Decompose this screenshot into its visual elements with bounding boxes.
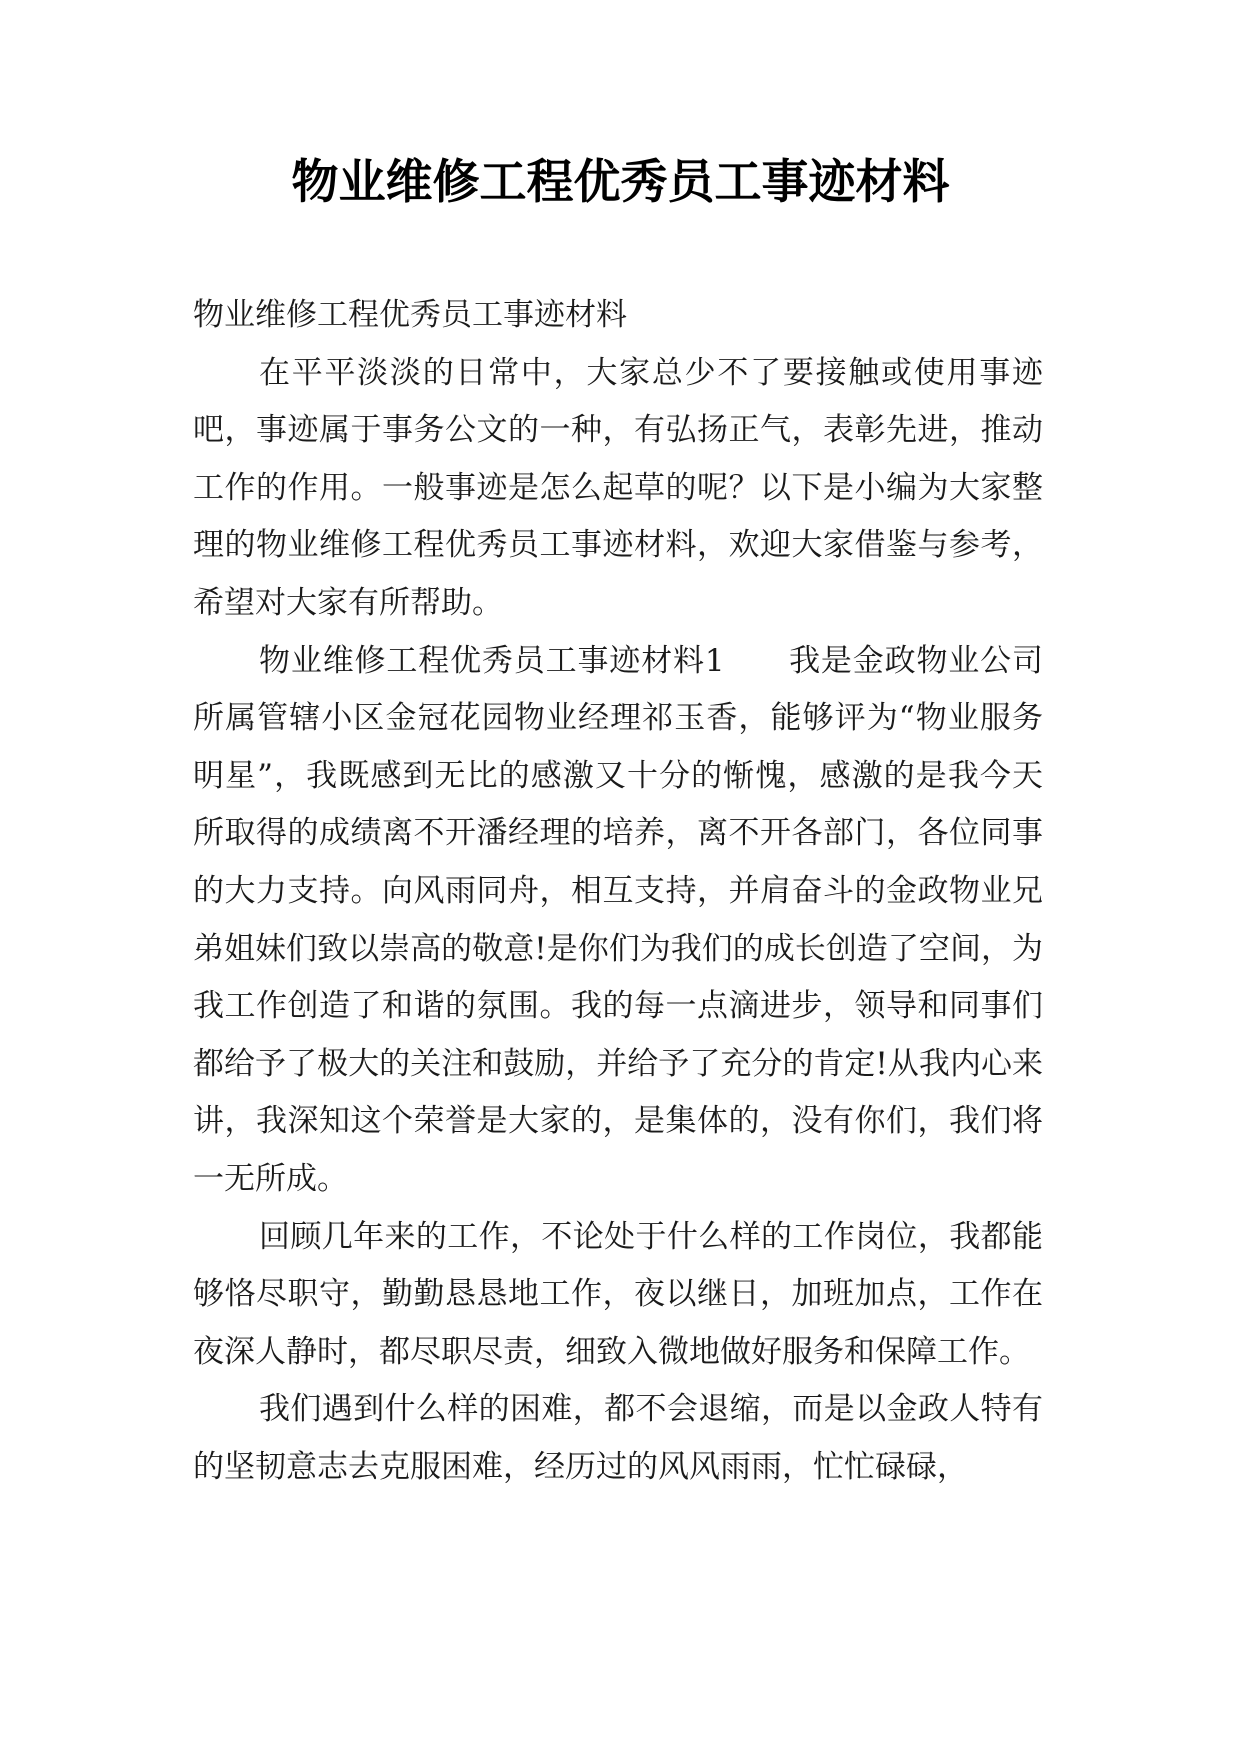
paragraph-material-1: 物业维修工程优秀员工事迹材料1 我是金政物业公司所属管辖小区金冠花园物业经理祁玉香，能够评为“物业服务明星”，我既感到无比的感激又十分的惭愧，感激的是我今天所取得的成绩离不开潘经理的培养，离不开各部门，各位同事的大力支持。向风雨同舟，相互支持，并肩奋斗的金政物业兄弟姐妹们致以崇高的敬意!是你们为我们的成长创造了空间，为我工作创造了和谐的氛围。我的每一点滴进步，领导和同事们都给予了极大的关注和鼓励，并给予了充分的肯定!从我内心来讲，我深知这个荣誉是大家的，是集体的，没有你们，我们将一无所成。 bbox=[193, 642, 1043, 1197]
paragraph-intro: 在平平淡淡的日常中，大家总少不了要接触或使用事迹吧，事迹属于事务公文的一种，有弘扬正气，表彰先进，推动工作的作用。一般事迹是怎么起草的呢？以下是小编为大家整理的物业维修工程优秀员工事迹材料，欢迎大家借鉴与参考，希望对大家有所帮助。 bbox=[193, 354, 1043, 621]
paragraph-review: 回顾几年来的工作，不论处于什么样的工作岗位，我都能够恪尽职守，勤勤恳恳地工作，夜以继日，加班加点，工作在夜深人静时，都尽职尽责，细致入微地做好服务和保障工作。 bbox=[193, 1218, 1043, 1370]
document-body bbox=[193, 287, 1043, 1496]
document-subtitle: 物业维修工程优秀员工事迹材料 bbox=[193, 297, 627, 333]
document-title: 物业维修工程优秀员工事迹材料 bbox=[291, 155, 950, 210]
paragraph-difficulties: 我们遇到什么样的困难，都不会退缩，而是以金政人特有的坚韧意志去克服困难，经历过的风风雨雨，忙忙碌碌， bbox=[193, 1391, 1043, 1485]
